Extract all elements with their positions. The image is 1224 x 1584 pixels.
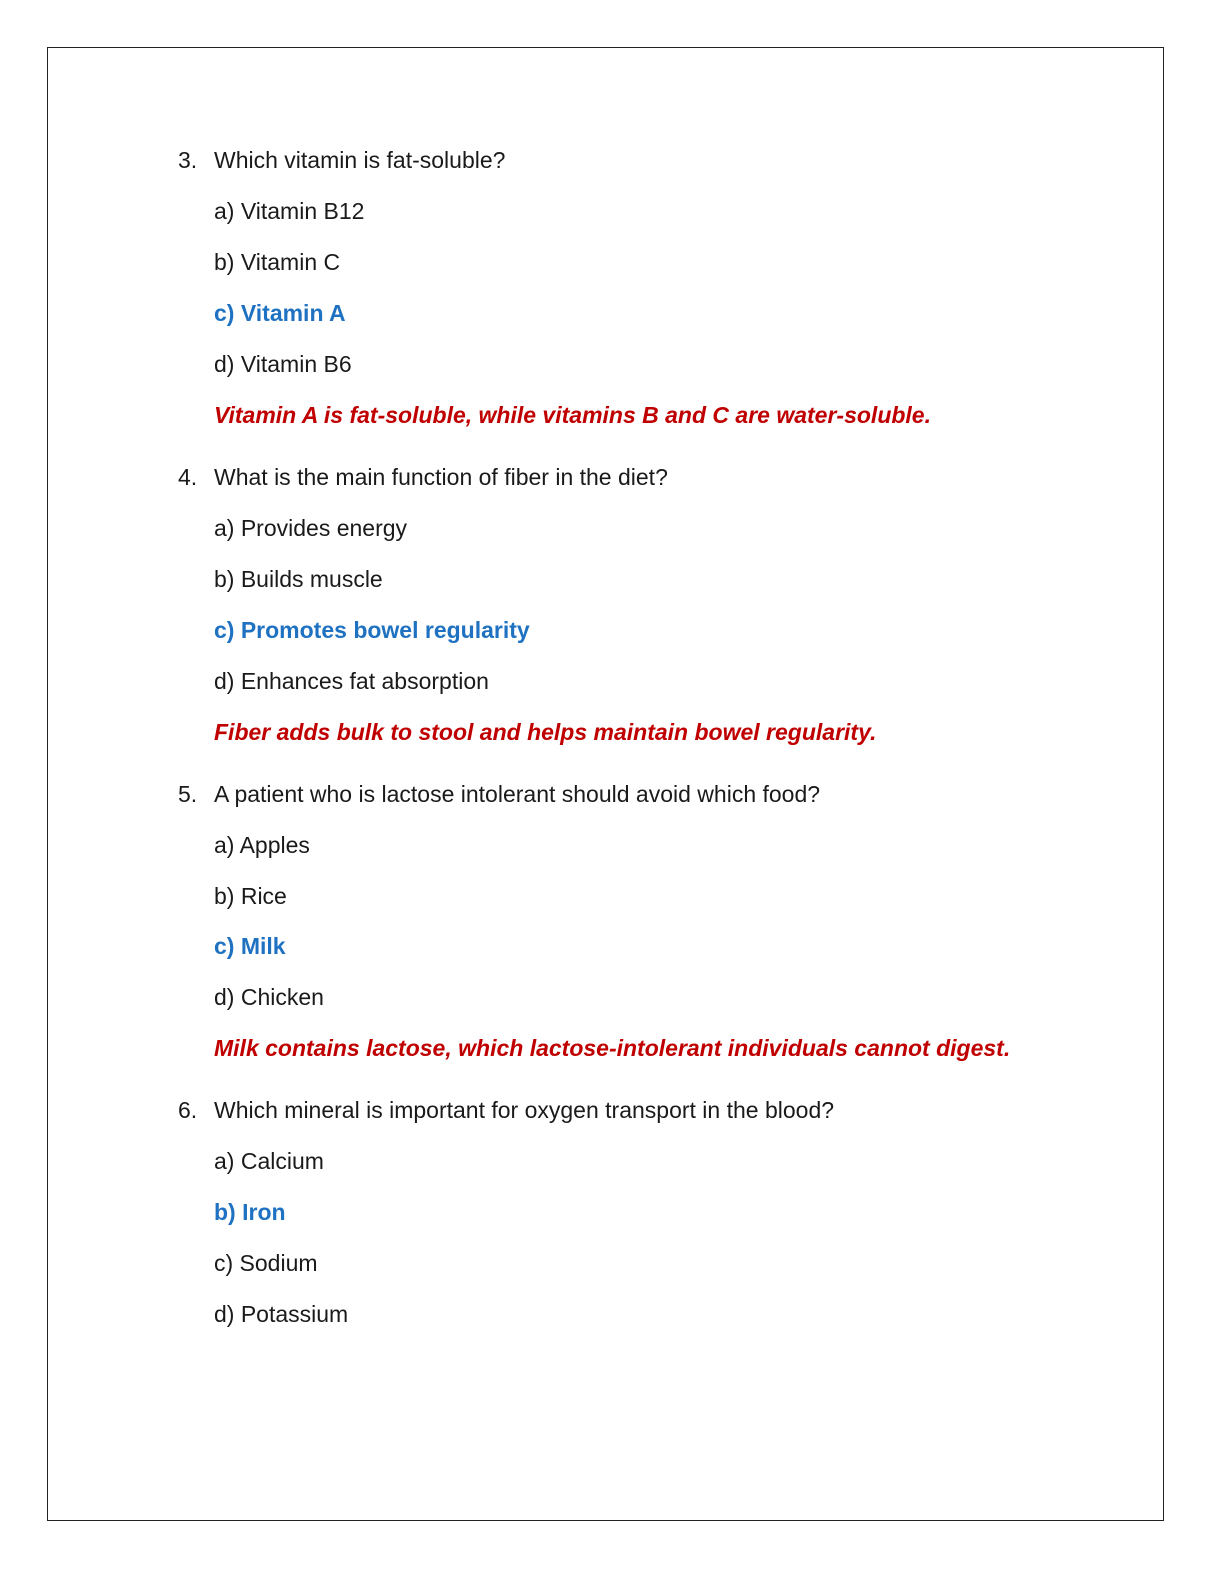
option-b: b) Rice — [214, 883, 287, 909]
option-c-correct: c) Milk — [214, 933, 286, 959]
option-d: d) Enhances fat absorption — [214, 668, 489, 694]
question-text: Which vitamin is fat-soluble? — [214, 147, 506, 173]
question-text: What is the main function of fiber in the diet? — [214, 464, 668, 490]
question-number: 4. — [178, 464, 198, 490]
option-c-correct: c) Vitamin A — [214, 300, 346, 326]
answer-explanation: Milk contains lactose, which lactose-intolerant individuals cannot digest. — [214, 1035, 1011, 1061]
answer-explanation: Vitamin A is fat-soluble, while vitamins B and C are water-soluble. — [214, 402, 931, 428]
question-number: 6. — [178, 1097, 198, 1123]
option-a: a) Vitamin B12 — [214, 198, 365, 224]
option-b: b) Vitamin C — [214, 249, 341, 275]
option-c: c) Sodium — [214, 1250, 318, 1276]
answer-explanation: Fiber adds bulk to stool and helps maintain bowel regularity. — [214, 719, 877, 745]
option-d: d) Chicken — [214, 984, 324, 1010]
option-d: d) Vitamin B6 — [214, 351, 352, 377]
option-a: a) Provides energy — [214, 515, 408, 541]
option-b-correct: b) Iron — [214, 1199, 286, 1225]
question-text: A patient who is lactose intolerant should avoid which food? — [214, 781, 821, 807]
question-number: 3. — [178, 147, 198, 173]
option-d: d) Potassium — [214, 1301, 349, 1327]
question-text: Which mineral is important for oxygen transport in the blood? — [214, 1097, 835, 1123]
option-a: a) Apples — [214, 832, 310, 858]
question-number: 5. — [178, 781, 198, 807]
option-b: b) Builds muscle — [214, 566, 383, 592]
option-c-correct: c) Promotes bowel regularity — [214, 617, 530, 643]
option-a: a) Calcium — [214, 1148, 324, 1174]
